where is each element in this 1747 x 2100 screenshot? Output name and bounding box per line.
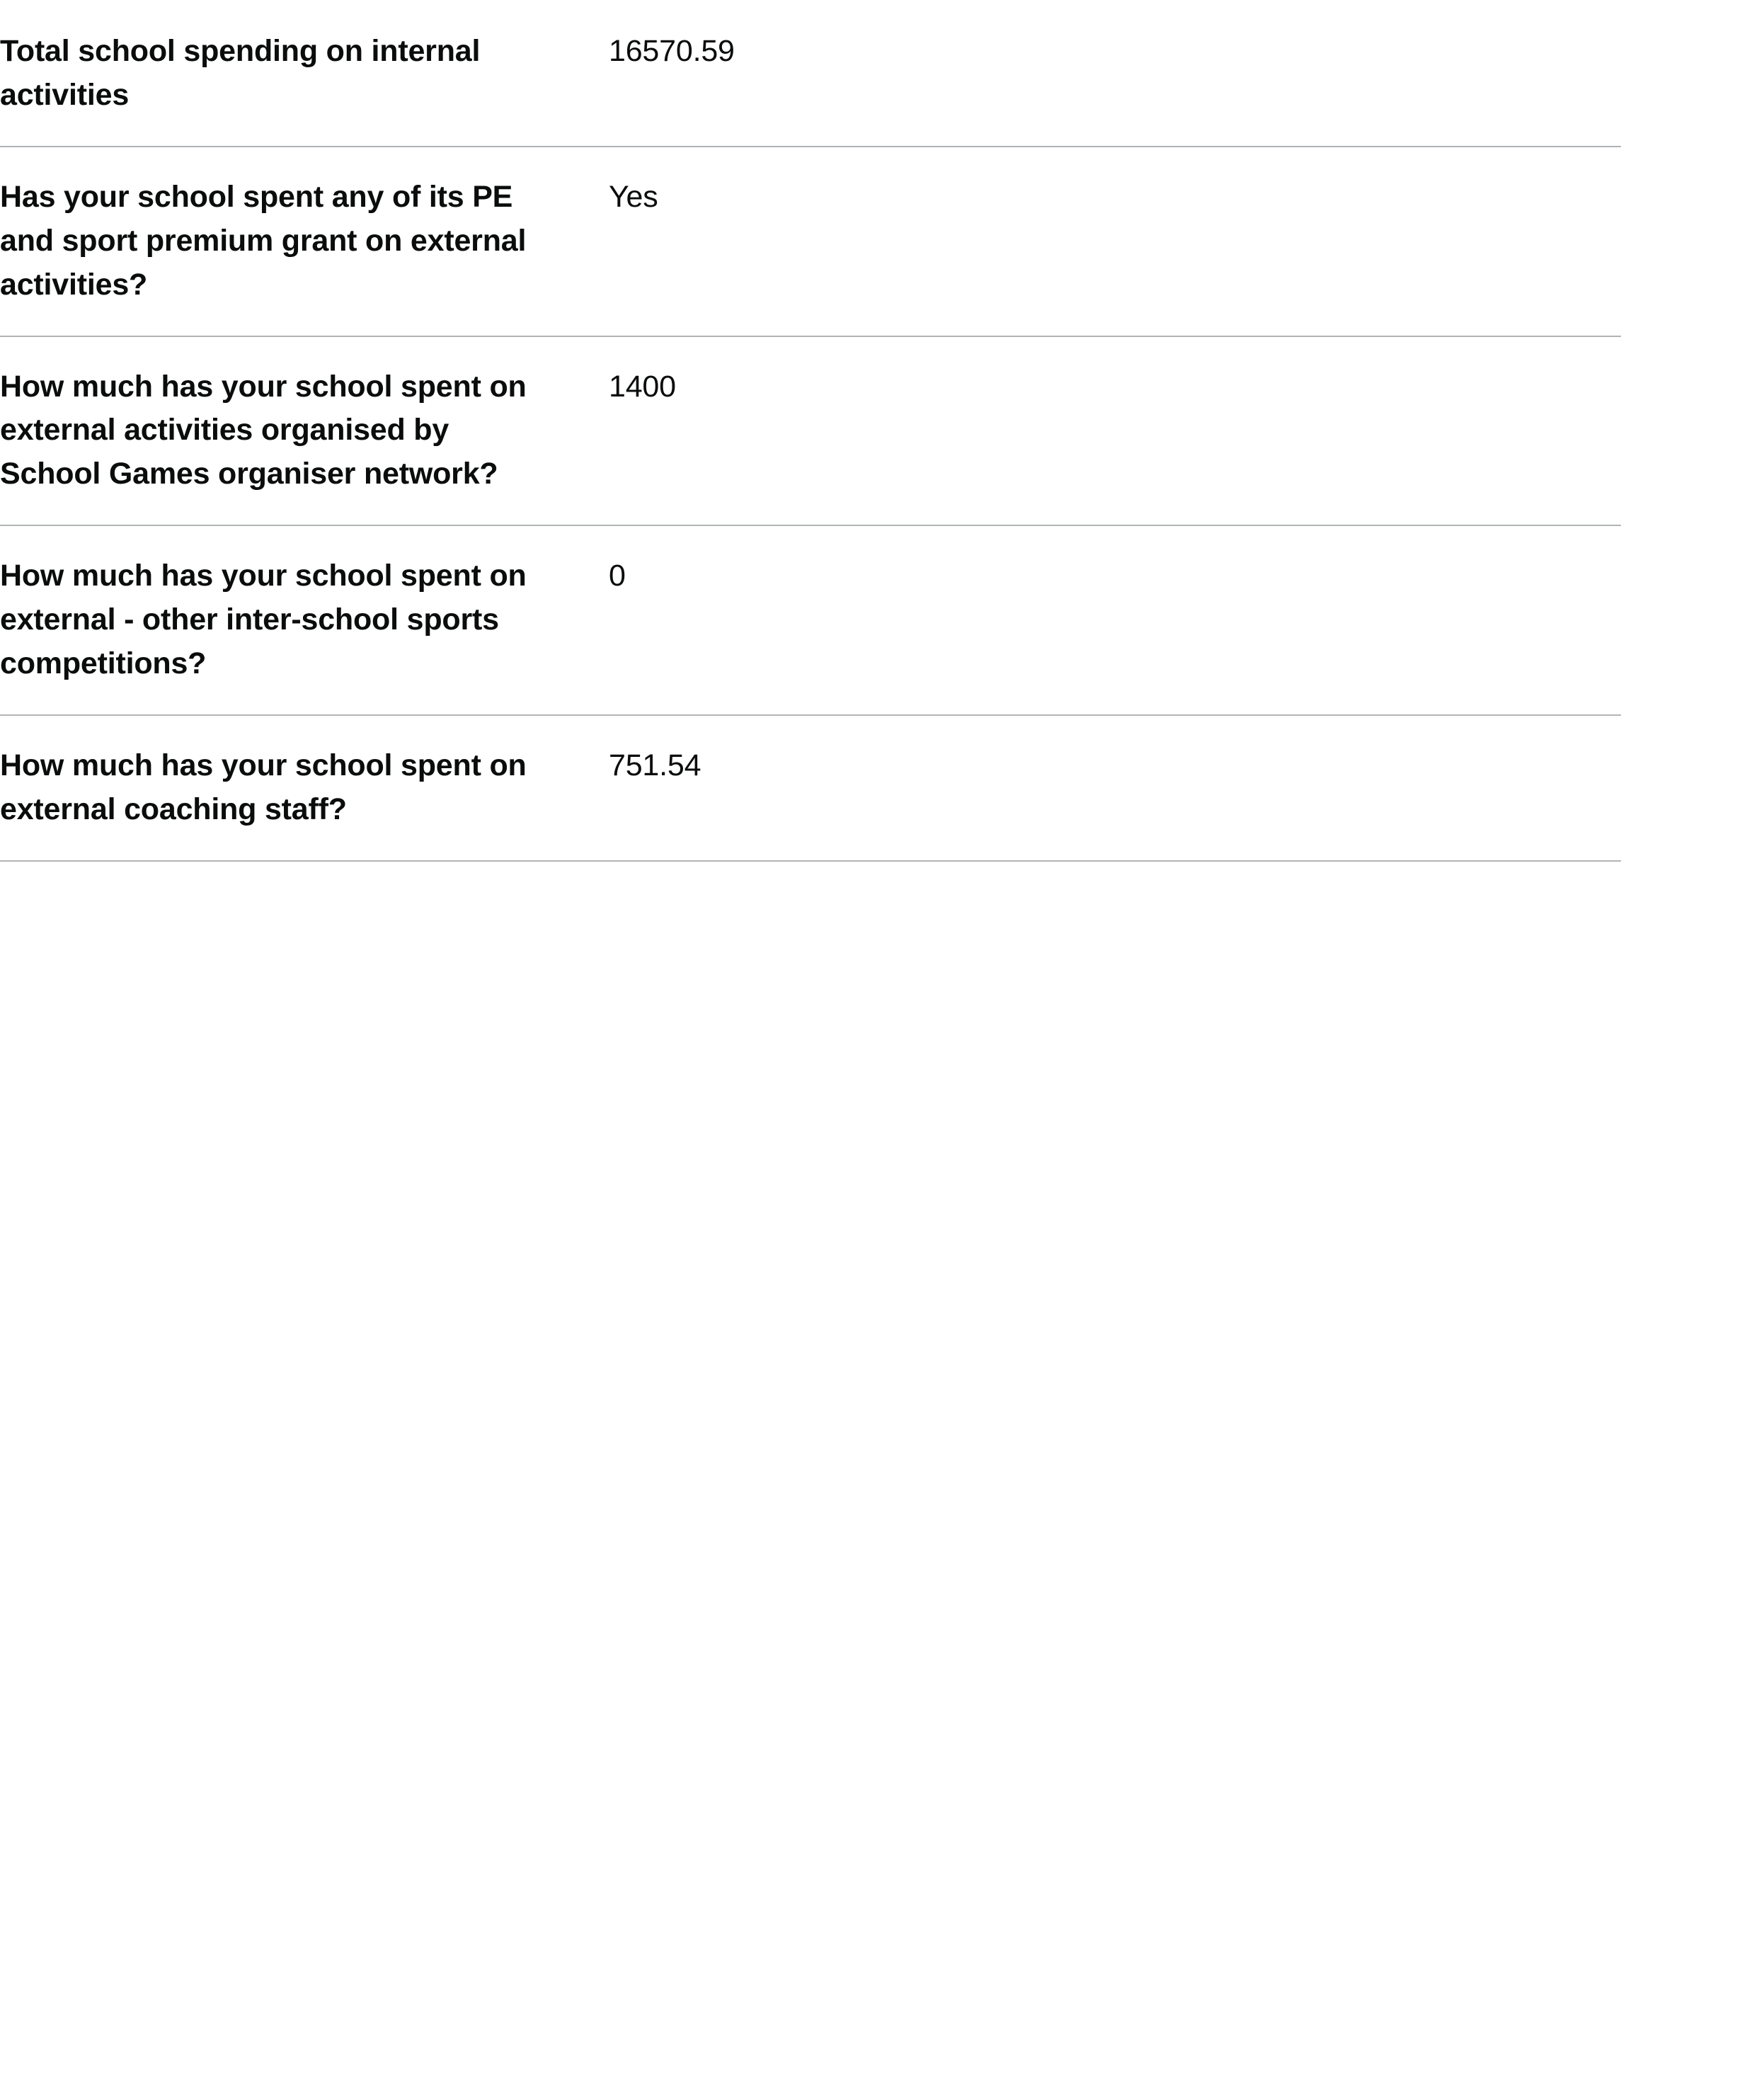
summary-row (0, 526, 1621, 716)
summary-row (0, 337, 1621, 527)
summary-row (0, 0, 1621, 147)
summary-value: Yes (609, 179, 658, 214)
summary-row (0, 716, 1621, 862)
summary-value: 0 (609, 559, 626, 593)
summary-list (0, 0, 1621, 862)
summary-key: How much has your school spent on external activities organised by School Games organiser network? (0, 369, 527, 491)
summary-row (0, 147, 1621, 337)
summary-value: 751.54 (609, 748, 701, 782)
summary-value: 1400 (609, 369, 676, 404)
summary-key: Total school spending on internal activities (0, 34, 481, 112)
summary-key: How much has your school spent on external - other inter-school sports competitions? (0, 559, 527, 681)
summary-value: 16570.59 (609, 34, 735, 68)
summary-key: How much has your school spent on external coaching staff? (0, 748, 527, 826)
summary-key: Has your school spent any of its PE and sport premium grant on external activities? (0, 179, 527, 302)
